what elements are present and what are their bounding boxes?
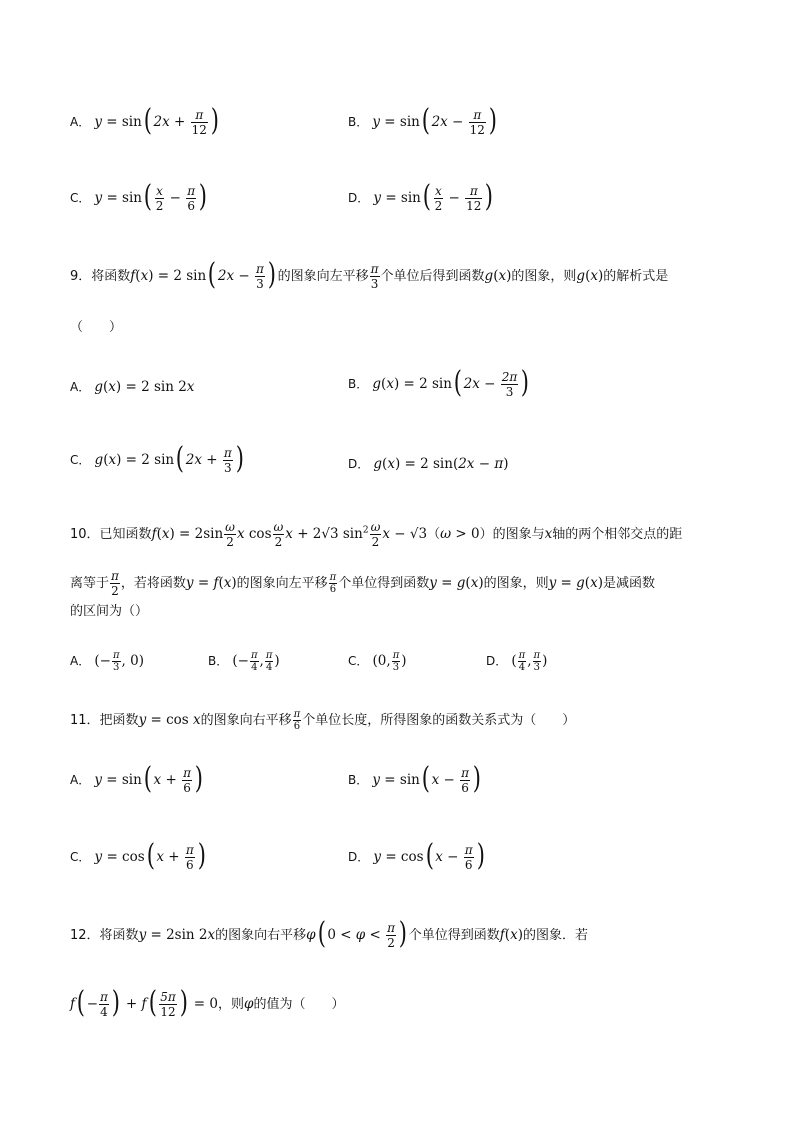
option-label: B． [348,377,369,391]
q9-option-d[interactable] [348,455,508,472]
q8-option-b[interactable] [348,102,499,138]
q11-option-d-formula: y = cos( x − $\frac{\pi}{6}$ ) [373,837,485,873]
option-label: B． [208,654,229,668]
q12-condition: f( − $\frac{\pi}{4}$ ) + f( $\frac{5\pi}{12}$ ) = 0 [70,984,218,1020]
q11-option-b[interactable] [348,760,483,796]
q11-option-b-formula: y = sin( x − $\frac{\pi}{6}$ ) [372,760,481,796]
q10-stem-line2: 离等于 $\frac{\pi}{2}$ ，若将函数y = f(x)的图象向左平移 $\frac{\pi}{6}$ 个单位得到函数y = g(x)的图象，则y = g(x)是减函数 [70,569,655,598]
q10-option-a-formula: (− $\frac{\pi}{3}$ , 0) [94,650,144,673]
option-label: D． [348,191,370,205]
q11-stem: 11．把函数y = cos x的图象向右平移 $\frac{\pi}{6}$ 个单位长度，所得图象的函数关系式为（ ） [70,709,576,732]
q9-option-a[interactable] [70,378,194,395]
q10-option-d-formula: ( $\frac{\pi}{4}$ , $\frac{\pi}{3}$ ) [511,650,548,673]
q11-option-a[interactable] [70,760,205,796]
option-label: A． [70,115,91,129]
q11-option-a-formula: y = sin( x + $\frac{\pi}{6}$ ) [94,760,203,796]
q10-stem-line3: 的区间为（） [70,604,149,619]
q9-answer-paren: （ ） [70,320,123,335]
q8-option-a-formula: y = sin( 2x + $\frac{\pi}{12}$ ) [94,102,219,138]
q11-option-c-formula: y = cos( x + $\frac{\pi}{6}$ ) [94,837,206,873]
option-label: C． [70,453,91,467]
q8-option-c[interactable] [70,178,209,214]
question-number: 9． [70,269,92,284]
option-label: C． [348,654,369,668]
q12-stem-line2: f( − $\frac{\pi}{4}$ ) + f( $\frac{5\pi}{12}$ ) = 0，则φ的值为（ ） [70,984,345,1020]
option-label: C． [70,191,91,205]
option-label: C． [70,850,91,864]
q8-option-d[interactable] [348,178,495,214]
option-label: B． [348,773,369,787]
q8-option-b-formula: y = sin( 2x − $\frac{\pi}{12}$ ) [372,102,497,138]
option-label: B． [348,115,369,129]
q10-option-a[interactable] [70,650,144,673]
q10-function-f: f(x) = 2sin $\frac{\omega}{2}$ x cos $\frac{\omega}{2}$ x + 2√3 $\sin^2$ $\frac{\omega}{2}$ x − √3 [151,520,428,549]
q11-option-c[interactable] [70,837,208,873]
q9-stem: 9．将函数f(x) = 2 sin( 2x − $\frac{\pi}{3}$ ) 的图象向左平移 $\frac{\pi}{3}$ 个单位后得到函数g(x)的图象，则g(x)的解析式是 [70,256,669,292]
q9-option-d-formula: g(x) = 2 sin(2x − π) [373,456,509,472]
q10-option-c-formula: (0, $\frac{\pi}{3}$ ) [372,650,407,673]
question-number: 10． [70,527,100,542]
q9-function-f: f(x) = 2 sin( 2x − $\frac{\pi}{3}$ ) [130,256,276,292]
question-number: 11． [70,713,100,728]
q9-option-b[interactable] [348,364,531,400]
option-label: A． [70,773,91,787]
q8-option-a[interactable] [70,102,221,138]
option-label: D． [348,457,370,471]
q9-option-c-formula: g(x) = 2 sin( 2x + $\frac{\pi}{3}$ ) [94,440,244,476]
q12-stem-line1: 12．将函数y = 2sin 2x的图象向右平移φ( 0 < φ < $\frac{\pi}{2}$ ) 个单位得到函数f(x)的图象．若 [70,915,588,951]
q9-option-b-formula: g(x) = 2 sin( 2x − $\frac{2\pi}{3}$ ) [372,364,530,400]
option-label: A． [70,654,91,668]
q8-option-d-formula: y = sin( $\frac{x}{2}$ − $\frac{\pi}{12}$ ) [373,178,494,214]
q11-option-d[interactable] [348,837,486,873]
q10-option-b[interactable] [208,650,280,673]
q9-option-a-formula: g(x) = 2 sin 2x [94,379,195,395]
q10-option-c[interactable] [348,650,407,673]
q9-option-c[interactable] [70,440,246,476]
question-number: 12． [70,928,100,943]
option-label: D． [486,654,508,668]
q10-stem-line1: 10．已知函数f(x) = 2sin $\frac{\omega}{2}$ x cos $\frac{\omega}{2}$ x + 2√3 $\sin^2$ $\frac{\omega}{2}$ x − √3（ω > 0）的图象与x轴的两个相邻交点的距 [70,520,683,549]
option-label: D． [348,850,370,864]
q10-option-b-formula: (− $\frac{\pi}{4}$ , $\frac{\pi}{4}$ ) [232,650,280,673]
q8-option-c-formula: y = sin( $\frac{x}{2}$ − $\frac{\pi}{6}$ ) [94,178,208,214]
q10-option-d[interactable] [486,650,547,673]
option-label: A． [70,380,91,394]
